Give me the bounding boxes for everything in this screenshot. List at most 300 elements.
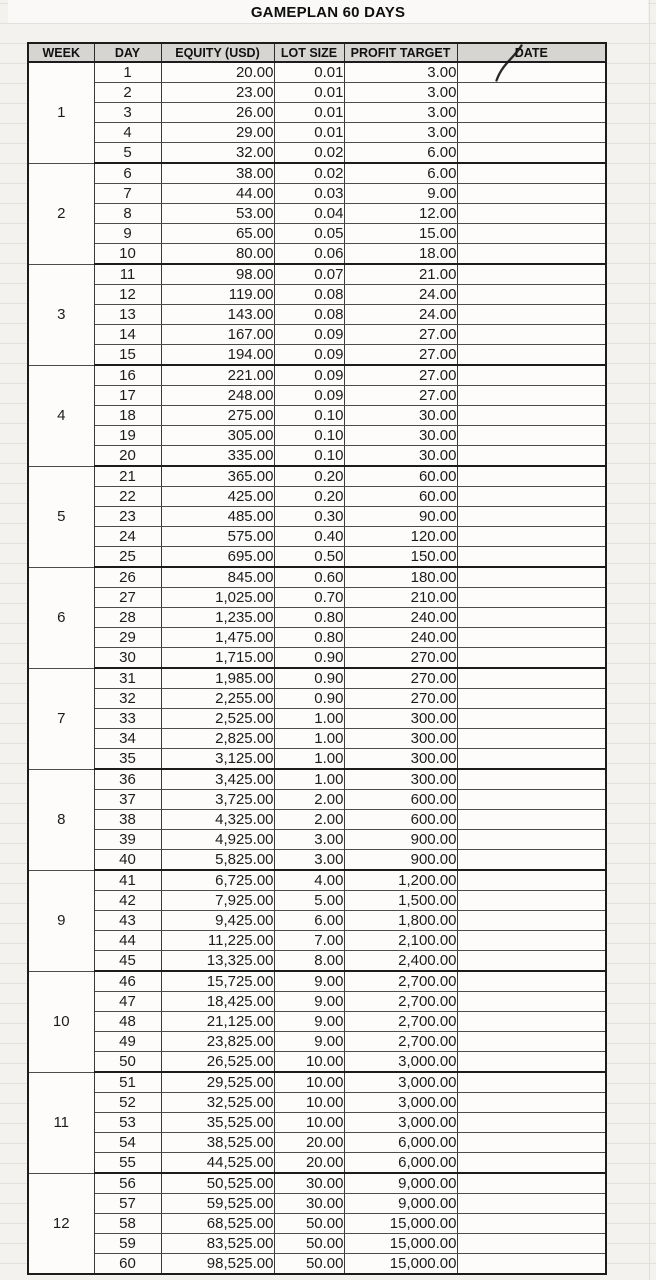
day-cell[interactable]: 29 xyxy=(94,628,161,648)
profit-target-cell[interactable]: 15.00 xyxy=(344,224,457,244)
lot-size-cell[interactable]: 2.00 xyxy=(274,790,344,810)
lot-size-cell[interactable]: 0.10 xyxy=(274,426,344,446)
week-cell[interactable]: 8 xyxy=(28,769,94,870)
lot-size-cell[interactable]: 3.00 xyxy=(274,830,344,850)
day-cell[interactable]: 12 xyxy=(94,285,161,305)
profit-target-cell[interactable]: 9,000.00 xyxy=(344,1173,457,1194)
day-cell[interactable]: 34 xyxy=(94,729,161,749)
lot-size-cell[interactable]: 20.00 xyxy=(274,1153,344,1174)
equity-cell[interactable]: 335.00 xyxy=(161,446,274,467)
day-cell[interactable]: 1 xyxy=(94,62,161,83)
date-cell[interactable] xyxy=(457,790,606,810)
date-cell[interactable] xyxy=(457,1173,606,1194)
day-cell[interactable]: 59 xyxy=(94,1234,161,1254)
lot-size-cell[interactable]: 0.90 xyxy=(274,668,344,689)
date-cell[interactable] xyxy=(457,729,606,749)
equity-cell[interactable]: 845.00 xyxy=(161,567,274,588)
date-cell[interactable] xyxy=(457,1113,606,1133)
lot-size-cell[interactable]: 6.00 xyxy=(274,911,344,931)
equity-cell[interactable]: 59,525.00 xyxy=(161,1194,274,1214)
day-cell[interactable]: 45 xyxy=(94,951,161,972)
equity-cell[interactable]: 6,725.00 xyxy=(161,870,274,891)
lot-size-cell[interactable]: 0.20 xyxy=(274,466,344,487)
lot-size-cell[interactable]: 0.10 xyxy=(274,406,344,426)
lot-size-cell[interactable]: 0.40 xyxy=(274,527,344,547)
day-cell[interactable]: 43 xyxy=(94,911,161,931)
equity-cell[interactable]: 15,725.00 xyxy=(161,971,274,992)
day-cell[interactable]: 10 xyxy=(94,244,161,265)
date-cell[interactable] xyxy=(457,143,606,164)
week-cell[interactable]: 2 xyxy=(28,163,94,264)
day-cell[interactable]: 46 xyxy=(94,971,161,992)
date-cell[interactable] xyxy=(457,1254,606,1275)
profit-target-cell[interactable]: 15,000.00 xyxy=(344,1234,457,1254)
equity-cell[interactable]: 194.00 xyxy=(161,345,274,366)
equity-cell[interactable]: 23.00 xyxy=(161,83,274,103)
lot-size-cell[interactable]: 0.20 xyxy=(274,487,344,507)
date-cell[interactable] xyxy=(457,204,606,224)
lot-size-cell[interactable]: 5.00 xyxy=(274,891,344,911)
date-cell[interactable] xyxy=(457,931,606,951)
lot-size-cell[interactable]: 0.02 xyxy=(274,143,344,164)
profit-target-cell[interactable]: 3,000.00 xyxy=(344,1072,457,1093)
equity-cell[interactable]: 38,525.00 xyxy=(161,1133,274,1153)
date-cell[interactable] xyxy=(457,830,606,850)
lot-size-cell[interactable]: 0.90 xyxy=(274,648,344,669)
profit-target-cell[interactable]: 120.00 xyxy=(344,527,457,547)
lot-size-cell[interactable]: 0.09 xyxy=(274,325,344,345)
day-cell[interactable]: 30 xyxy=(94,648,161,669)
date-cell[interactable] xyxy=(457,184,606,204)
day-cell[interactable]: 35 xyxy=(94,749,161,770)
lot-size-cell[interactable]: 0.01 xyxy=(274,123,344,143)
day-cell[interactable]: 7 xyxy=(94,184,161,204)
day-cell[interactable]: 27 xyxy=(94,588,161,608)
profit-target-cell[interactable]: 6.00 xyxy=(344,143,457,164)
profit-target-cell[interactable]: 3,000.00 xyxy=(344,1093,457,1113)
week-cell[interactable]: 3 xyxy=(28,264,94,365)
equity-cell[interactable]: 7,925.00 xyxy=(161,891,274,911)
profit-target-cell[interactable]: 21.00 xyxy=(344,264,457,285)
day-cell[interactable]: 11 xyxy=(94,264,161,285)
profit-target-cell[interactable]: 2,100.00 xyxy=(344,931,457,951)
equity-cell[interactable]: 29.00 xyxy=(161,123,274,143)
profit-target-cell[interactable]: 3.00 xyxy=(344,103,457,123)
profit-target-cell[interactable]: 2,700.00 xyxy=(344,1032,457,1052)
day-cell[interactable]: 55 xyxy=(94,1153,161,1174)
day-cell[interactable]: 60 xyxy=(94,1254,161,1275)
equity-cell[interactable]: 32.00 xyxy=(161,143,274,164)
week-cell[interactable]: 5 xyxy=(28,466,94,567)
lot-size-cell[interactable]: 50.00 xyxy=(274,1234,344,1254)
lot-size-cell[interactable]: 20.00 xyxy=(274,1133,344,1153)
day-cell[interactable]: 6 xyxy=(94,163,161,184)
week-cell[interactable]: 12 xyxy=(28,1173,94,1274)
equity-cell[interactable]: 11,225.00 xyxy=(161,931,274,951)
lot-size-cell[interactable]: 0.06 xyxy=(274,244,344,265)
equity-cell[interactable]: 18,425.00 xyxy=(161,992,274,1012)
lot-size-cell[interactable]: 0.09 xyxy=(274,345,344,366)
profit-target-cell[interactable]: 2,400.00 xyxy=(344,951,457,972)
lot-size-cell[interactable]: 9.00 xyxy=(274,992,344,1012)
day-cell[interactable]: 40 xyxy=(94,850,161,871)
equity-cell[interactable]: 9,425.00 xyxy=(161,911,274,931)
lot-size-cell[interactable]: 0.01 xyxy=(274,103,344,123)
date-cell[interactable] xyxy=(457,1214,606,1234)
lot-size-cell[interactable]: 0.10 xyxy=(274,446,344,467)
column-header-date[interactable]: DATE xyxy=(457,43,606,62)
day-cell[interactable]: 58 xyxy=(94,1214,161,1234)
week-cell[interactable]: 6 xyxy=(28,567,94,668)
equity-cell[interactable]: 53.00 xyxy=(161,204,274,224)
equity-cell[interactable]: 98,525.00 xyxy=(161,1254,274,1275)
day-cell[interactable]: 18 xyxy=(94,406,161,426)
equity-cell[interactable]: 221.00 xyxy=(161,365,274,386)
day-cell[interactable]: 20 xyxy=(94,446,161,467)
date-cell[interactable] xyxy=(457,668,606,689)
day-cell[interactable]: 51 xyxy=(94,1072,161,1093)
date-cell[interactable] xyxy=(457,850,606,871)
lot-size-cell[interactable]: 3.00 xyxy=(274,850,344,871)
date-cell[interactable] xyxy=(457,992,606,1012)
date-cell[interactable] xyxy=(457,446,606,467)
equity-cell[interactable]: 23,825.00 xyxy=(161,1032,274,1052)
column-header-profit-target[interactable]: PROFIT TARGET xyxy=(344,43,457,62)
equity-cell[interactable]: 44.00 xyxy=(161,184,274,204)
equity-cell[interactable]: 167.00 xyxy=(161,325,274,345)
lot-size-cell[interactable]: 4.00 xyxy=(274,870,344,891)
week-cell[interactable]: 11 xyxy=(28,1072,94,1173)
profit-target-cell[interactable]: 1,800.00 xyxy=(344,911,457,931)
equity-cell[interactable]: 68,525.00 xyxy=(161,1214,274,1234)
equity-cell[interactable]: 80.00 xyxy=(161,244,274,265)
profit-target-cell[interactable]: 3.00 xyxy=(344,83,457,103)
lot-size-cell[interactable]: 0.02 xyxy=(274,163,344,184)
date-cell[interactable] xyxy=(457,103,606,123)
date-cell[interactable] xyxy=(457,305,606,325)
date-cell[interactable] xyxy=(457,567,606,588)
profit-target-cell[interactable]: 600.00 xyxy=(344,810,457,830)
date-cell[interactable] xyxy=(457,891,606,911)
profit-target-cell[interactable]: 30.00 xyxy=(344,406,457,426)
day-cell[interactable]: 2 xyxy=(94,83,161,103)
day-cell[interactable]: 41 xyxy=(94,870,161,891)
profit-target-cell[interactable]: 300.00 xyxy=(344,749,457,770)
lot-size-cell[interactable]: 50.00 xyxy=(274,1214,344,1234)
equity-cell[interactable]: 365.00 xyxy=(161,466,274,487)
day-cell[interactable]: 3 xyxy=(94,103,161,123)
equity-cell[interactable]: 3,425.00 xyxy=(161,769,274,790)
equity-cell[interactable]: 3,125.00 xyxy=(161,749,274,770)
lot-size-cell[interactable]: 50.00 xyxy=(274,1254,344,1275)
day-cell[interactable]: 36 xyxy=(94,769,161,790)
lot-size-cell[interactable]: 0.04 xyxy=(274,204,344,224)
profit-target-cell[interactable]: 1,200.00 xyxy=(344,870,457,891)
equity-cell[interactable]: 119.00 xyxy=(161,285,274,305)
profit-target-cell[interactable]: 180.00 xyxy=(344,567,457,588)
day-cell[interactable]: 50 xyxy=(94,1052,161,1073)
day-cell[interactable]: 13 xyxy=(94,305,161,325)
equity-cell[interactable]: 275.00 xyxy=(161,406,274,426)
day-cell[interactable]: 32 xyxy=(94,689,161,709)
date-cell[interactable] xyxy=(457,345,606,366)
day-cell[interactable]: 48 xyxy=(94,1012,161,1032)
day-cell[interactable]: 5 xyxy=(94,143,161,164)
day-cell[interactable]: 14 xyxy=(94,325,161,345)
equity-cell[interactable]: 143.00 xyxy=(161,305,274,325)
profit-target-cell[interactable]: 27.00 xyxy=(344,325,457,345)
date-cell[interactable] xyxy=(457,365,606,386)
date-cell[interactable] xyxy=(457,1072,606,1093)
date-cell[interactable] xyxy=(457,163,606,184)
day-cell[interactable]: 24 xyxy=(94,527,161,547)
day-cell[interactable]: 54 xyxy=(94,1133,161,1153)
lot-size-cell[interactable]: 0.03 xyxy=(274,184,344,204)
lot-size-cell[interactable]: 0.08 xyxy=(274,305,344,325)
equity-cell[interactable]: 1,025.00 xyxy=(161,588,274,608)
equity-cell[interactable]: 29,525.00 xyxy=(161,1072,274,1093)
equity-cell[interactable]: 305.00 xyxy=(161,426,274,446)
day-cell[interactable]: 22 xyxy=(94,487,161,507)
date-cell[interactable] xyxy=(457,1032,606,1052)
equity-cell[interactable]: 26,525.00 xyxy=(161,1052,274,1073)
date-cell[interactable] xyxy=(457,1012,606,1032)
date-cell[interactable] xyxy=(457,1153,606,1174)
profit-target-cell[interactable]: 15,000.00 xyxy=(344,1214,457,1234)
date-cell[interactable] xyxy=(457,1133,606,1153)
date-cell[interactable] xyxy=(457,870,606,891)
date-cell[interactable] xyxy=(457,1093,606,1113)
lot-size-cell[interactable]: 0.09 xyxy=(274,386,344,406)
date-cell[interactable] xyxy=(457,325,606,345)
equity-cell[interactable]: 1,235.00 xyxy=(161,608,274,628)
profit-target-cell[interactable]: 2,700.00 xyxy=(344,992,457,1012)
profit-target-cell[interactable]: 3,000.00 xyxy=(344,1113,457,1133)
day-cell[interactable]: 19 xyxy=(94,426,161,446)
lot-size-cell[interactable]: 9.00 xyxy=(274,971,344,992)
lot-size-cell[interactable]: 9.00 xyxy=(274,1032,344,1052)
equity-cell[interactable]: 2,525.00 xyxy=(161,709,274,729)
date-cell[interactable] xyxy=(457,426,606,446)
equity-cell[interactable]: 2,255.00 xyxy=(161,689,274,709)
day-cell[interactable]: 17 xyxy=(94,386,161,406)
date-cell[interactable] xyxy=(457,466,606,487)
week-cell[interactable]: 4 xyxy=(28,365,94,466)
lot-size-cell[interactable]: 30.00 xyxy=(274,1173,344,1194)
profit-target-cell[interactable]: 900.00 xyxy=(344,830,457,850)
lot-size-cell[interactable]: 1.00 xyxy=(274,729,344,749)
date-cell[interactable] xyxy=(457,244,606,265)
equity-cell[interactable]: 1,475.00 xyxy=(161,628,274,648)
day-cell[interactable]: 42 xyxy=(94,891,161,911)
equity-cell[interactable]: 20.00 xyxy=(161,62,274,83)
day-cell[interactable]: 49 xyxy=(94,1032,161,1052)
equity-cell[interactable]: 425.00 xyxy=(161,487,274,507)
column-header-week[interactable]: WEEK xyxy=(28,43,94,62)
day-cell[interactable]: 26 xyxy=(94,567,161,588)
profit-target-cell[interactable]: 270.00 xyxy=(344,689,457,709)
equity-cell[interactable]: 485.00 xyxy=(161,507,274,527)
day-cell[interactable]: 15 xyxy=(94,345,161,366)
lot-size-cell[interactable]: 0.80 xyxy=(274,608,344,628)
week-cell[interactable]: 7 xyxy=(28,668,94,769)
lot-size-cell[interactable]: 0.08 xyxy=(274,285,344,305)
week-cell[interactable]: 10 xyxy=(28,971,94,1072)
profit-target-cell[interactable]: 300.00 xyxy=(344,729,457,749)
lot-size-cell[interactable]: 8.00 xyxy=(274,951,344,972)
lot-size-cell[interactable]: 0.09 xyxy=(274,365,344,386)
equity-cell[interactable]: 3,725.00 xyxy=(161,790,274,810)
lot-size-cell[interactable]: 10.00 xyxy=(274,1072,344,1093)
date-cell[interactable] xyxy=(457,1052,606,1073)
profit-target-cell[interactable]: 300.00 xyxy=(344,709,457,729)
column-header-equity[interactable]: EQUITY (USD) xyxy=(161,43,274,62)
equity-cell[interactable]: 1,715.00 xyxy=(161,648,274,669)
lot-size-cell[interactable]: 7.00 xyxy=(274,931,344,951)
profit-target-cell[interactable]: 27.00 xyxy=(344,345,457,366)
lot-size-cell[interactable]: 10.00 xyxy=(274,1052,344,1073)
lot-size-cell[interactable]: 1.00 xyxy=(274,769,344,790)
equity-cell[interactable]: 2,825.00 xyxy=(161,729,274,749)
week-cell[interactable]: 1 xyxy=(28,62,94,163)
equity-cell[interactable]: 98.00 xyxy=(161,264,274,285)
profit-target-cell[interactable]: 600.00 xyxy=(344,790,457,810)
date-cell[interactable] xyxy=(457,769,606,790)
equity-cell[interactable]: 83,525.00 xyxy=(161,1234,274,1254)
lot-size-cell[interactable]: 0.07 xyxy=(274,264,344,285)
profit-target-cell[interactable]: 90.00 xyxy=(344,507,457,527)
day-cell[interactable]: 52 xyxy=(94,1093,161,1113)
equity-cell[interactable]: 4,925.00 xyxy=(161,830,274,850)
lot-size-cell[interactable]: 9.00 xyxy=(274,1012,344,1032)
day-cell[interactable]: 37 xyxy=(94,790,161,810)
date-cell[interactable] xyxy=(457,527,606,547)
equity-cell[interactable]: 26.00 xyxy=(161,103,274,123)
profit-target-cell[interactable]: 1,500.00 xyxy=(344,891,457,911)
profit-target-cell[interactable]: 240.00 xyxy=(344,608,457,628)
date-cell[interactable] xyxy=(457,406,606,426)
date-cell[interactable] xyxy=(457,689,606,709)
lot-size-cell[interactable]: 0.05 xyxy=(274,224,344,244)
date-cell[interactable] xyxy=(457,83,606,103)
date-cell[interactable] xyxy=(457,386,606,406)
day-cell[interactable]: 9 xyxy=(94,224,161,244)
lot-size-cell[interactable]: 10.00 xyxy=(274,1113,344,1133)
date-cell[interactable] xyxy=(457,709,606,729)
date-cell[interactable] xyxy=(457,285,606,305)
profit-target-cell[interactable]: 270.00 xyxy=(344,648,457,669)
date-cell[interactable] xyxy=(457,224,606,244)
lot-size-cell[interactable]: 0.01 xyxy=(274,62,344,83)
column-header-lot-size[interactable]: LOT SIZE xyxy=(274,43,344,62)
profit-target-cell[interactable]: 3.00 xyxy=(344,62,457,83)
equity-cell[interactable]: 4,325.00 xyxy=(161,810,274,830)
profit-target-cell[interactable]: 2,700.00 xyxy=(344,1012,457,1032)
profit-target-cell[interactable]: 27.00 xyxy=(344,365,457,386)
profit-target-cell[interactable]: 210.00 xyxy=(344,588,457,608)
day-cell[interactable]: 31 xyxy=(94,668,161,689)
day-cell[interactable]: 28 xyxy=(94,608,161,628)
equity-cell[interactable]: 35,525.00 xyxy=(161,1113,274,1133)
profit-target-cell[interactable]: 3.00 xyxy=(344,123,457,143)
lot-size-cell[interactable]: 0.80 xyxy=(274,628,344,648)
equity-cell[interactable]: 13,325.00 xyxy=(161,951,274,972)
day-cell[interactable]: 38 xyxy=(94,810,161,830)
equity-cell[interactable]: 21,125.00 xyxy=(161,1012,274,1032)
day-cell[interactable]: 4 xyxy=(94,123,161,143)
date-cell[interactable] xyxy=(457,507,606,527)
equity-cell[interactable]: 38.00 xyxy=(161,163,274,184)
day-cell[interactable]: 39 xyxy=(94,830,161,850)
lot-size-cell[interactable]: 1.00 xyxy=(274,749,344,770)
day-cell[interactable]: 23 xyxy=(94,507,161,527)
date-cell[interactable] xyxy=(457,951,606,972)
day-cell[interactable]: 47 xyxy=(94,992,161,1012)
equity-cell[interactable]: 248.00 xyxy=(161,386,274,406)
profit-target-cell[interactable]: 3,000.00 xyxy=(344,1052,457,1073)
profit-target-cell[interactable]: 30.00 xyxy=(344,446,457,467)
date-cell[interactable] xyxy=(457,648,606,669)
equity-cell[interactable]: 695.00 xyxy=(161,547,274,568)
profit-target-cell[interactable]: 18.00 xyxy=(344,244,457,265)
date-cell[interactable] xyxy=(457,487,606,507)
date-cell[interactable] xyxy=(457,123,606,143)
day-cell[interactable]: 56 xyxy=(94,1173,161,1194)
lot-size-cell[interactable]: 0.90 xyxy=(274,689,344,709)
equity-cell[interactable]: 32,525.00 xyxy=(161,1093,274,1113)
equity-cell[interactable]: 50,525.00 xyxy=(161,1173,274,1194)
profit-target-cell[interactable]: 900.00 xyxy=(344,850,457,871)
date-cell[interactable] xyxy=(457,628,606,648)
week-cell[interactable]: 9 xyxy=(28,870,94,971)
day-cell[interactable]: 25 xyxy=(94,547,161,568)
profit-target-cell[interactable]: 2,700.00 xyxy=(344,971,457,992)
date-cell[interactable] xyxy=(457,911,606,931)
profit-target-cell[interactable]: 270.00 xyxy=(344,668,457,689)
date-cell[interactable] xyxy=(457,264,606,285)
equity-cell[interactable]: 575.00 xyxy=(161,527,274,547)
lot-size-cell[interactable]: 30.00 xyxy=(274,1194,344,1214)
day-cell[interactable]: 21 xyxy=(94,466,161,487)
equity-cell[interactable]: 44,525.00 xyxy=(161,1153,274,1174)
date-cell[interactable] xyxy=(457,62,606,83)
profit-target-cell[interactable]: 60.00 xyxy=(344,487,457,507)
profit-target-cell[interactable]: 9.00 xyxy=(344,184,457,204)
day-cell[interactable]: 8 xyxy=(94,204,161,224)
profit-target-cell[interactable]: 6.00 xyxy=(344,163,457,184)
day-cell[interactable]: 57 xyxy=(94,1194,161,1214)
equity-cell[interactable]: 1,985.00 xyxy=(161,668,274,689)
day-cell[interactable]: 33 xyxy=(94,709,161,729)
date-cell[interactable] xyxy=(457,1234,606,1254)
profit-target-cell[interactable]: 30.00 xyxy=(344,426,457,446)
profit-target-cell[interactable]: 6,000.00 xyxy=(344,1153,457,1174)
day-cell[interactable]: 53 xyxy=(94,1113,161,1133)
lot-size-cell[interactable]: 0.50 xyxy=(274,547,344,568)
date-cell[interactable] xyxy=(457,588,606,608)
profit-target-cell[interactable]: 6,000.00 xyxy=(344,1133,457,1153)
column-header-day[interactable]: DAY xyxy=(94,43,161,62)
lot-size-cell[interactable]: 0.60 xyxy=(274,567,344,588)
profit-target-cell[interactable]: 24.00 xyxy=(344,285,457,305)
date-cell[interactable] xyxy=(457,810,606,830)
lot-size-cell[interactable]: 2.00 xyxy=(274,810,344,830)
lot-size-cell[interactable]: 0.70 xyxy=(274,588,344,608)
date-cell[interactable] xyxy=(457,749,606,770)
day-cell[interactable]: 16 xyxy=(94,365,161,386)
profit-target-cell[interactable]: 24.00 xyxy=(344,305,457,325)
lot-size-cell[interactable]: 0.30 xyxy=(274,507,344,527)
